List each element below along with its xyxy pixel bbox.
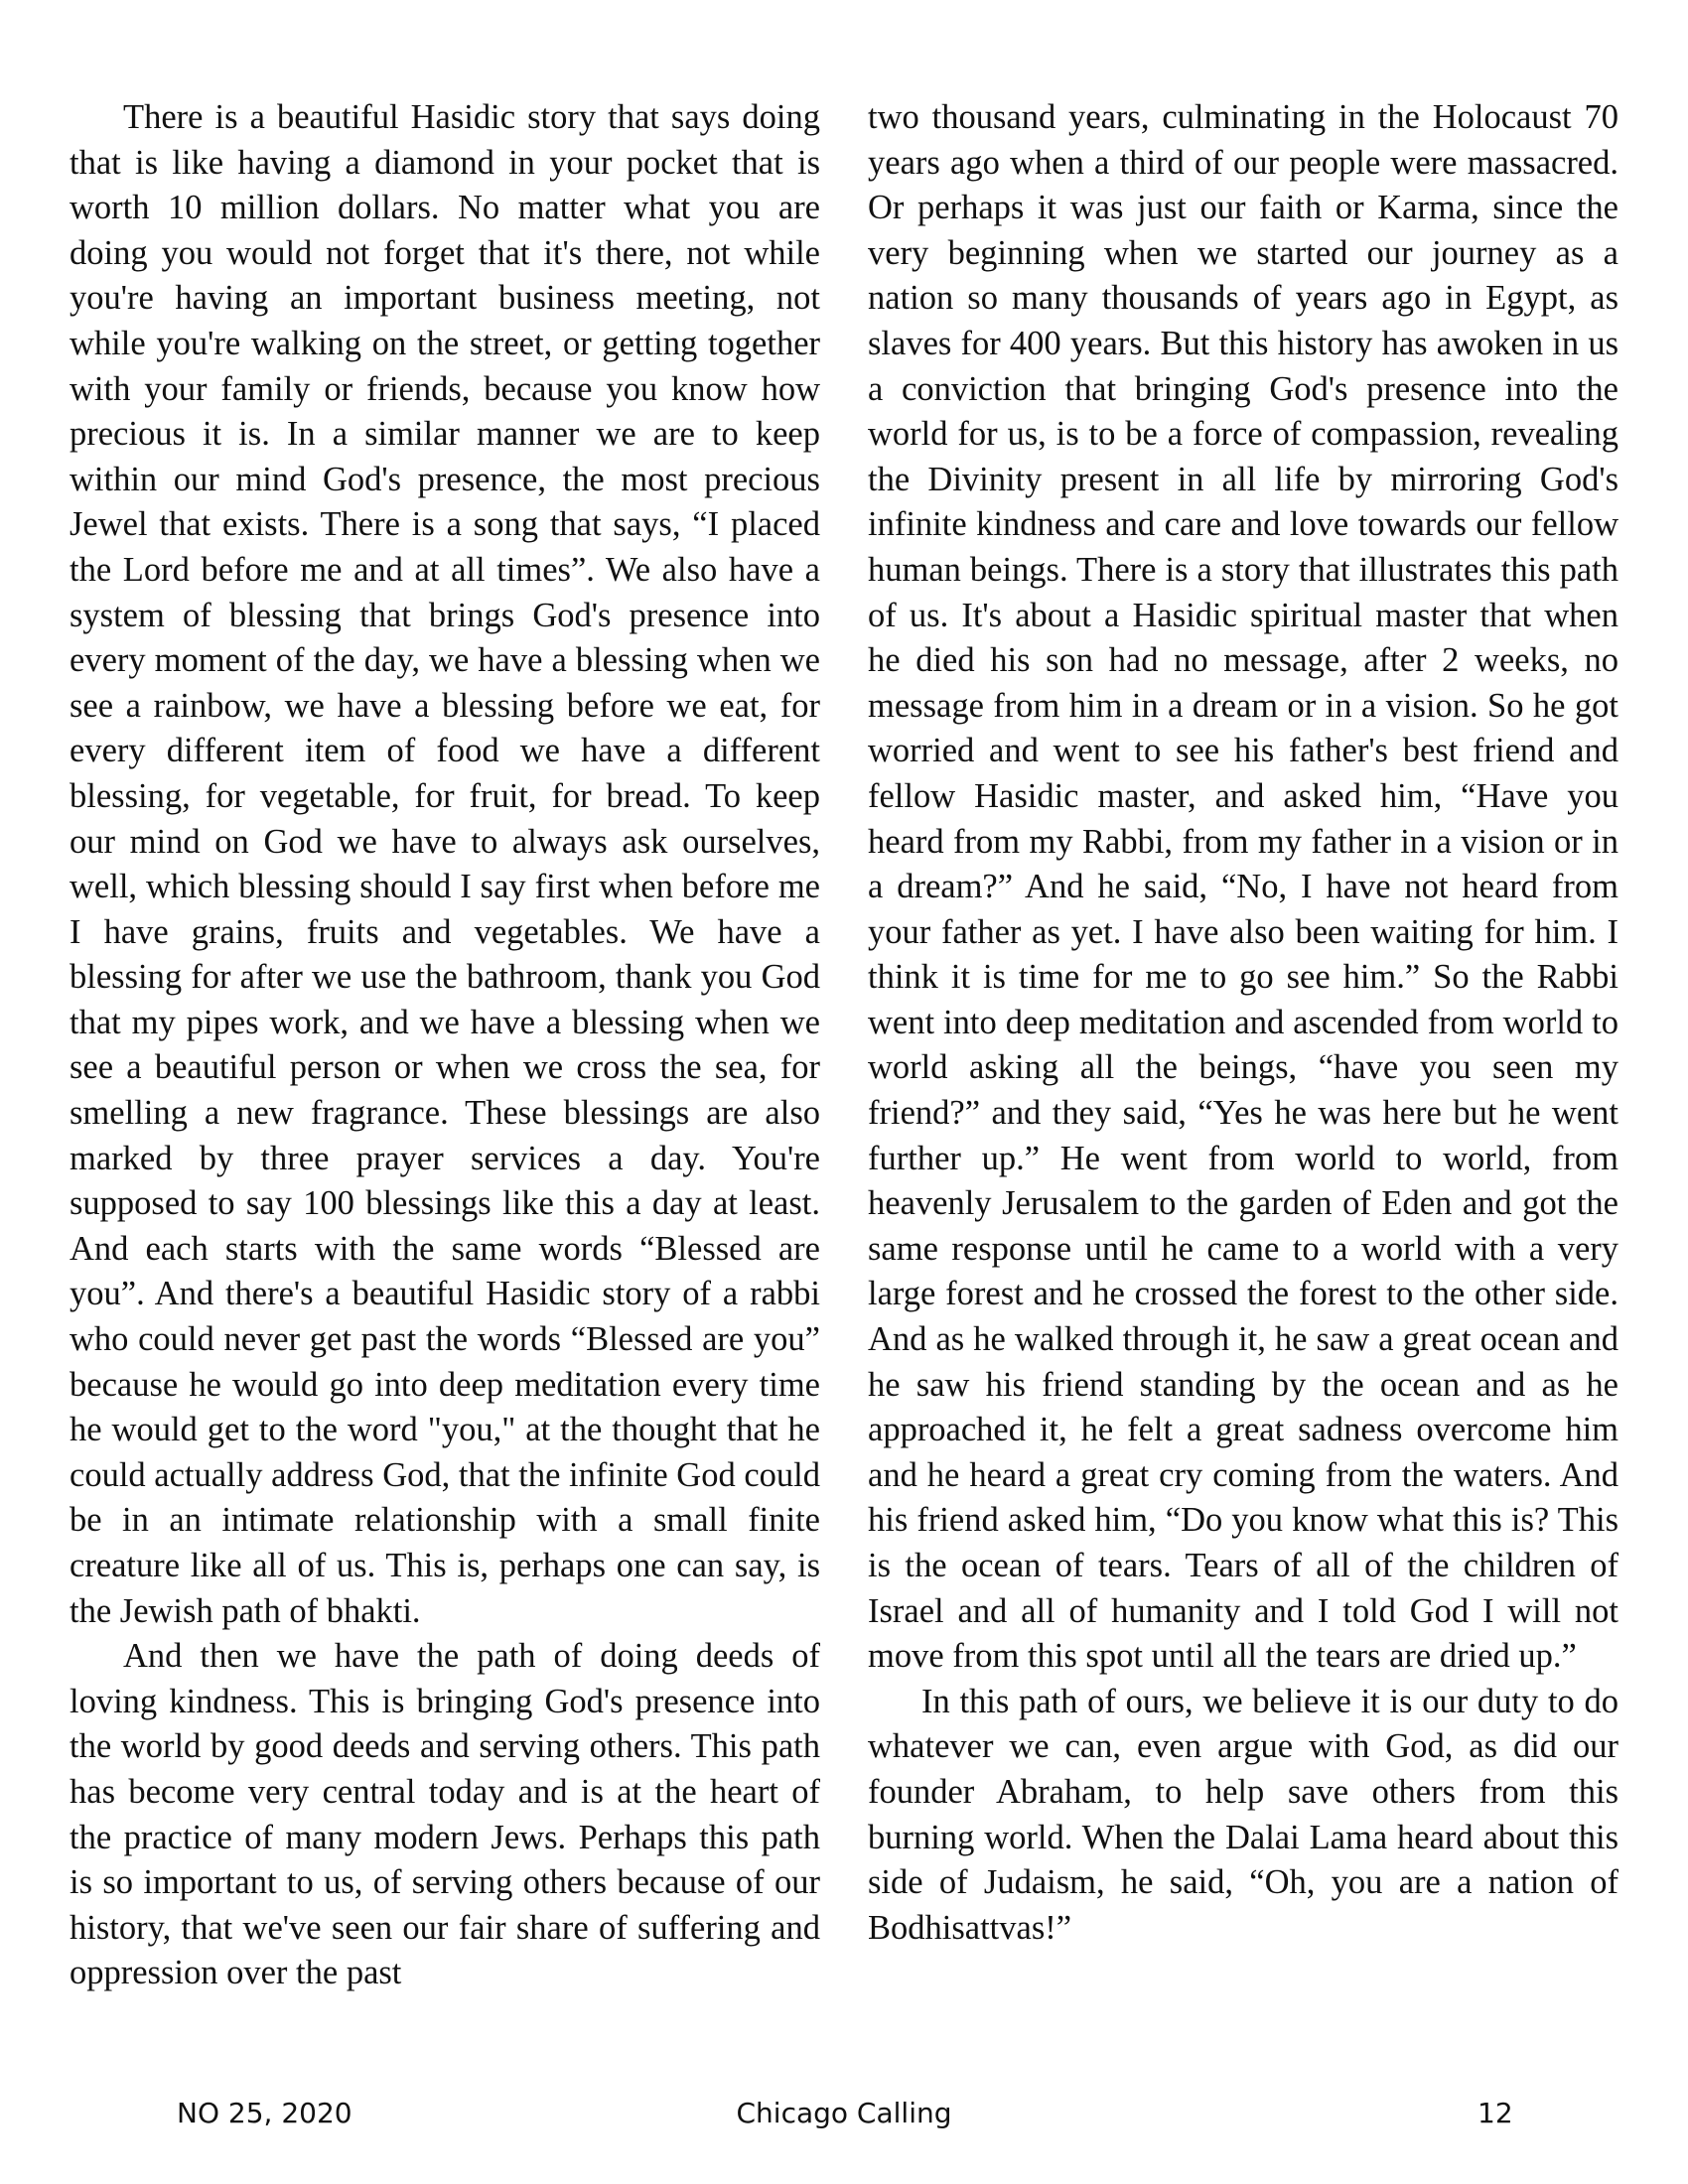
page-number: 12: [1477, 2097, 1513, 2129]
paragraph: In this path of ours, we believe it is our duty to do whatever we can, even argue with God, as did our founder Abraham, to help save others from this burning world. When the Dalai Lama heard about this side of Judaism, he said, “Oh, you are a nation of Bodhisattvas!”: [868, 1682, 1618, 1947]
page-footer: [0, 2097, 1688, 2136]
right-column: [868, 95, 1618, 1951]
footer-publication-title: Chicago Calling: [736, 2097, 952, 2129]
paragraph: two thousand years, culminating in the Holocaust 70 years ago when a third of our people were massacred. Or perhaps it was just our faith or Karma, since the very beginning when we started our journey as a nation so many thousands of years ago in Egypt, as slaves for 400 years. But this history has awoken in us a conviction that bringing God's presence into the world for us, is to be a force of compassion, revealing the Divinity present in all life by mirroring God's infinite kindness and care and love towards our fellow human beings. There is a story that illustrates this path of us. It's about a Hasidic spiritual master that when he died his son had no message, after 2 weeks, no message from him in a dream or in a vision. So he got worried and went to see his father's best friend and fellow Hasidic master, and asked him, “Have you heard from my Rabbi, from my father in a vision or in a dream?” And he said, “No, I have not heard from your father as yet. I have also been waiting for him. I think it is time for me to go see him.” So the Rabbi went into deep meditation and ascended from world to world asking all the beings, “have you seen my friend?” and they said, “Yes he was here but he went further up.” He went from world to world, from heavenly Jerusalem to the garden of Eden and got the same response until he came to a world with a very large forest and he crossed the forest to the other side. And as he walked through it, he saw a great ocean and he saw his friend standing by the ocean and as he approached it, he felt a great sadness overcome him and he heard a great cry coming from the waters. And his friend asked him, “Do you know what this is? This is the ocean of tears. Tears of all of the children of Israel and all of humanity and I told God I will not move from this spot until all the tears are dried up.”: [868, 98, 1618, 1676]
footer-date: NO 25, 2020: [177, 2097, 352, 2129]
left-column: [70, 95, 820, 1996]
paragraph: There is a beautiful Hasidic story that says doing that is like having a diamond in your pocket that is worth 10 million dollars. No matter what you are doing you would not forget that it's there, not while you're having an important business meeting, not while you're walking on the street, or getting together with your family or friends, because you know how precious it is. In a similar manner we are to keep within our mind God's presence, the most precious Jewel that exists. There is a song that says, “I placed the Lord before me and at all times”. We also have a system of blessing that brings God's presence into every moment of the day, we have a blessing when we see a rainbow, we have a blessing before we eat, for every different item of food we have a different blessing, for vegetable, for fruit, for bread. To keep our mind on God we have to always ask ourselves, well, which blessing should I say first when before me I have grains, fruits and vegetables. We have a blessing for after we use the bathroom, thank you God that my pipes work, and we have a blessing when we see a beautiful person or when we cross the sea, for smelling a new fragrance. These blessings are also marked by three prayer services a day. You're supposed to say 100 blessings like this a day at least. And each starts with the same words “Blessed are you”. And there's a beautiful Hasidic story of a rabbi who could never get past the words “Blessed are you” because he would go into deep meditation every time he would get to the word "you," at the thought that he could actually address God, that the infinite God could be in an intimate relationship with a small finite creature like all of us. This is, perhaps one can say, is the Jewish path of bhakti.: [70, 98, 820, 1630]
paragraph: And then we have the path of doing deeds of loving kindness. This is bringing God's presence into the world by good deeds and serving others. This path has become very central today and is at the heart of the practice of many modern Jews. Perhaps this path is so important to us, of serving others because of our history, that we've seen our fair share of suffering and oppression over the past: [70, 1637, 820, 1992]
